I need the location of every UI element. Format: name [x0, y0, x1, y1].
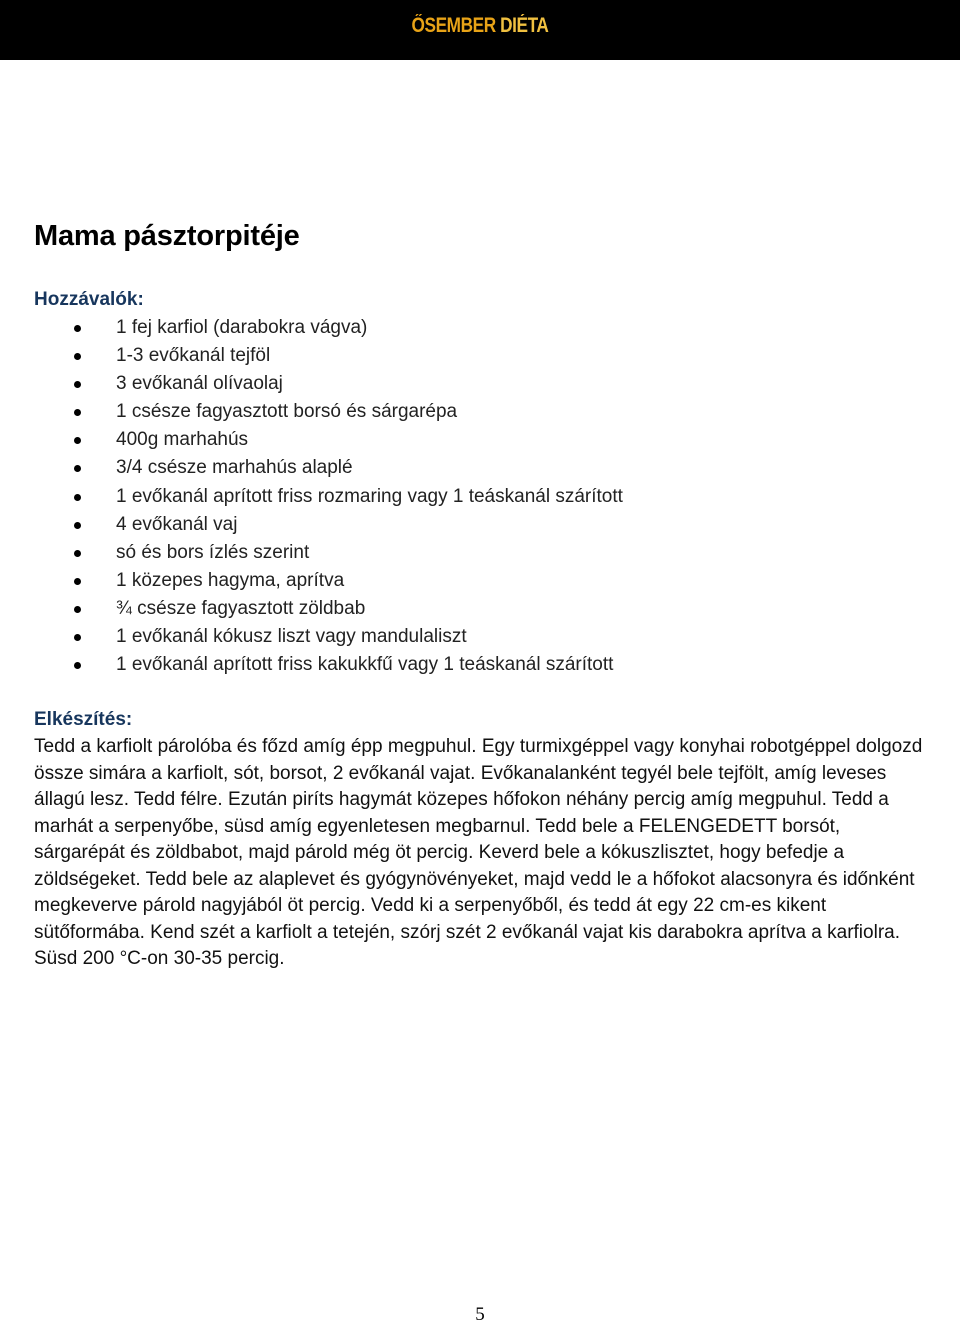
list-item	[34, 426, 934, 454]
list-item	[34, 539, 934, 567]
bullet-icon	[74, 381, 81, 388]
ingredient-text: 1 közepes hagyma, aprítva	[116, 569, 345, 591]
recipe-title: Mama pásztorpitéje	[34, 220, 300, 252]
brand-logo	[86, 14, 873, 38]
ingredient-text: 1 evőkanál kókusz liszt vagy mandulaliszt	[116, 626, 467, 648]
list-item	[34, 595, 934, 623]
list-item	[34, 651, 934, 679]
ingredient-text: 400g marhahús	[116, 429, 249, 451]
bullet-icon	[74, 437, 81, 444]
bullet-icon	[74, 325, 81, 332]
ingredient-text: 3/4 csésze marhahús alaplé	[116, 457, 353, 479]
ingredient-text: 1 csésze fagyasztott borsó és sárgarépa	[116, 401, 458, 423]
recipe-content	[34, 214, 934, 973]
ingredient-text: 1-3 evőkanál tejföl	[116, 345, 271, 367]
ingredients-heading: Hozzávalók:	[34, 289, 144, 310]
ingredient-text: 4 evőkanál vaj	[116, 513, 238, 535]
preparation-text: Tedd a karfiolt párolóba és főzd amíg épp megpuhul. Egy turmixgéppel vagy konyhai robotgéppel dolgozd össze simára a karfiolt, sót, borsot, 2 evőkanál vajat. Evőkanalanként tegyél bele tejfölt, amíg leveses állagú lesz. Tedd félre. Ezután piríts hagymát közepes hőfokon néhány percig amíg megpuhul. Tedd a marhát a serpenyőbe, süsd amíg egyenletesen megbarnul. Tedd bele a FELENGEDETT borsót, sárgarépát és zöldbabot, majd párold még öt percig. Keverd bele a kókuszlisztet, hogy befedje a zöldségeket. Tedd bele az alaplevet és gyógynövényeket, majd vedd le a hőfokot alacsonyra és időnként megkeverve párold nagyjából öt percig. Vedd ki a serpenyőből, és tedd át egy 22 cm-es kikent sütőformába. Kend szét a karfiolt a tetején, szórj szét 2 evőkanál vajat kis darabokra aprítva a karfiolra. Süsd 200 °C-on 30-35 percig.	[34, 736, 923, 970]
ingredient-text: 3 evőkanál olívaolaj	[116, 373, 283, 395]
list-item	[34, 314, 934, 342]
bullet-icon	[74, 634, 81, 641]
list-item	[34, 398, 934, 426]
bullet-icon	[74, 578, 81, 585]
ingredient-text: 1 fej karfiol (darabokra vágva)	[116, 317, 368, 338]
logo-word-1: ŐSEMBER	[411, 14, 496, 37]
logo-word-2: DIÉTA	[500, 14, 549, 37]
list-item	[34, 623, 934, 651]
ingredient-text: 1 evőkanál aprított friss rozmaring vagy 1 teáskanál szárított	[116, 485, 623, 507]
bullet-icon	[74, 522, 81, 529]
list-item	[34, 454, 934, 482]
bullet-icon	[74, 353, 81, 360]
bullet-icon	[74, 494, 81, 501]
list-item	[34, 370, 934, 398]
page-number: 5	[475, 1304, 485, 1325]
ingredient-text: só és bors ízlés szerint	[116, 541, 310, 563]
bullet-icon	[74, 550, 81, 557]
ingredient-text: 1 evőkanál aprított friss kakukkfű vagy 1 teáskanál szárított	[116, 654, 614, 676]
list-item	[34, 567, 934, 595]
bullet-icon	[74, 662, 81, 669]
list-item	[34, 511, 934, 539]
preparation-heading: Elkészítés:	[34, 709, 133, 731]
header-bar	[0, 0, 960, 60]
bullet-icon	[74, 409, 81, 416]
list-item	[34, 483, 934, 511]
bullet-icon	[74, 465, 81, 472]
ingredients-list	[34, 314, 934, 679]
ingredient-text: ¾ csésze fagyasztott zöldbab	[116, 597, 366, 619]
bullet-icon	[74, 606, 81, 613]
list-item	[34, 342, 934, 370]
